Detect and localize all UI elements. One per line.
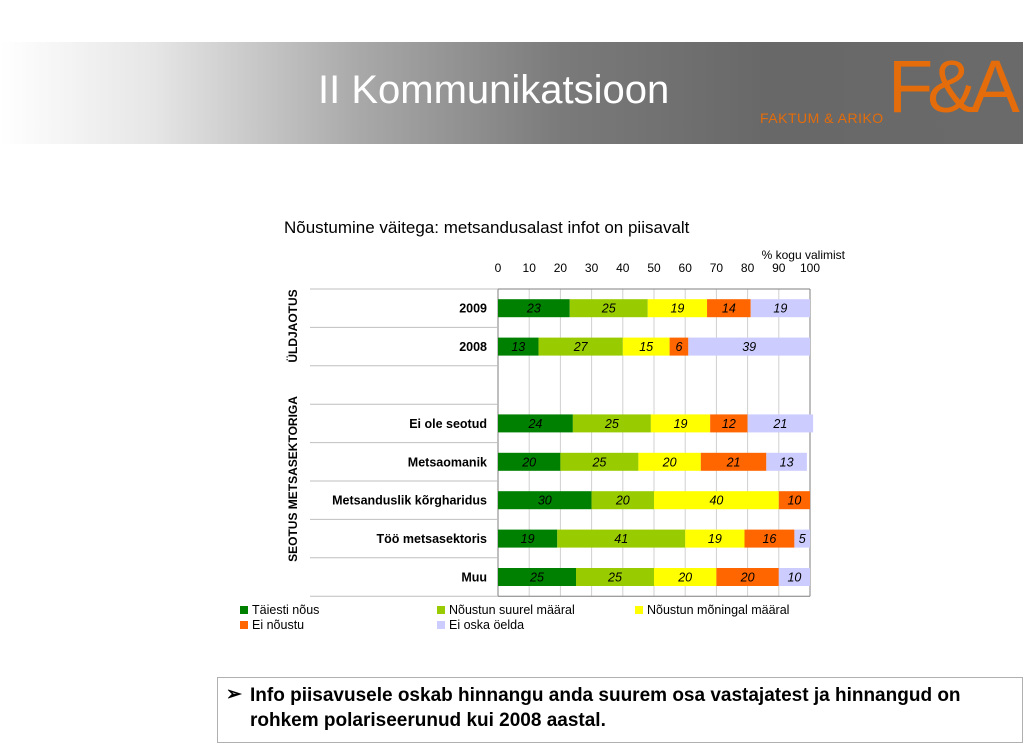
data-label: 13 bbox=[779, 455, 794, 470]
chart-title: Nõustumine väitega: metsandusalast infot on piisavalt bbox=[284, 218, 690, 237]
data-label: 19 bbox=[673, 416, 688, 431]
legend-swatch bbox=[240, 606, 248, 614]
data-label: 10 bbox=[787, 570, 802, 585]
data-label: 20 bbox=[740, 570, 755, 585]
group-label: ÜLDJAOTUS bbox=[286, 289, 300, 363]
data-label: 40 bbox=[709, 493, 724, 508]
legend-label: Nõustun suurel määral bbox=[449, 603, 575, 617]
logo: F&A bbox=[888, 45, 1014, 128]
data-label: 30 bbox=[537, 493, 552, 508]
axis-unit-label: % kogu valimist bbox=[761, 248, 845, 262]
x-tick-label: 40 bbox=[616, 261, 630, 275]
legend-swatch bbox=[437, 621, 445, 629]
category-label: Ei ole seotud bbox=[409, 416, 487, 431]
category-label: Metsaomanik bbox=[407, 455, 487, 470]
data-label: 25 bbox=[604, 416, 619, 431]
data-label: 19 bbox=[773, 301, 788, 316]
data-label: 25 bbox=[530, 570, 544, 585]
data-label: 19 bbox=[520, 532, 535, 547]
summary-text: Info piisavusele oskab hinnangu anda suurem osa vastajatest ja hinnangud on rohkem polariseerunud kui 2008 aastal. bbox=[250, 685, 961, 731]
legend-label: Nõustun mõningal määral bbox=[647, 603, 790, 617]
data-label: 5 bbox=[798, 532, 806, 547]
group-labels bbox=[285, 289, 300, 562]
x-tick-label: 20 bbox=[553, 261, 568, 275]
x-tick-label: 100 bbox=[799, 261, 821, 275]
legend-swatch bbox=[437, 606, 445, 614]
x-tick-label: 60 bbox=[678, 261, 692, 275]
gridlines bbox=[498, 289, 810, 596]
data-label: 25 bbox=[601, 301, 616, 316]
legend-label: Täiesti nõus bbox=[252, 603, 320, 617]
category-label: 2009 bbox=[459, 301, 487, 316]
x-tick-labels bbox=[495, 261, 821, 275]
data-label: 19 bbox=[670, 301, 685, 316]
bullet-arrow-icon: ➢ bbox=[226, 684, 242, 705]
logo-text: FAKTUM & ARIKO bbox=[760, 110, 884, 126]
data-label: 21 bbox=[773, 416, 788, 431]
data-label: 39 bbox=[742, 340, 757, 355]
data-label: 6 bbox=[675, 340, 683, 355]
page-title: II Kommunikatsioon bbox=[318, 68, 670, 112]
group-label: SEOTUS METSASEKTORIGA bbox=[286, 396, 300, 562]
legend bbox=[240, 603, 789, 632]
category-label: Töö metsasektoris bbox=[376, 532, 487, 547]
data-label: 20 bbox=[522, 455, 537, 470]
x-tick-label: 70 bbox=[709, 261, 724, 275]
category-label: Metsanduslik kõrgharidus bbox=[332, 493, 487, 508]
bars bbox=[498, 299, 813, 586]
data-label: 16 bbox=[762, 532, 777, 547]
data-label: 20 bbox=[662, 455, 677, 470]
x-tick-label: 0 bbox=[494, 261, 502, 275]
category-label: Muu bbox=[461, 570, 487, 585]
data-label: 25 bbox=[592, 455, 607, 470]
data-label: 15 bbox=[639, 340, 654, 355]
data-label: 20 bbox=[678, 570, 693, 585]
legend-swatch bbox=[635, 606, 643, 614]
x-tick-label: 80 bbox=[740, 261, 755, 275]
category-label: 2008 bbox=[459, 340, 487, 355]
legend-label: Ei nõustu bbox=[252, 618, 305, 632]
legend-swatch bbox=[240, 621, 248, 629]
data-label: 27 bbox=[573, 340, 588, 355]
data-label: 25 bbox=[608, 570, 622, 585]
x-tick-label: 90 bbox=[772, 261, 786, 275]
x-tick-label: 30 bbox=[584, 261, 599, 275]
data-label: 19 bbox=[707, 532, 722, 547]
data-label: 41 bbox=[614, 532, 629, 547]
data-label: 13 bbox=[511, 340, 526, 355]
data-label: 24 bbox=[528, 416, 543, 431]
data-label: 20 bbox=[615, 493, 630, 508]
data-label: 23 bbox=[526, 301, 541, 316]
summary-box bbox=[217, 677, 1023, 743]
data-label: 12 bbox=[721, 416, 736, 431]
x-tick-label: 10 bbox=[522, 261, 536, 275]
data-label: 10 bbox=[787, 493, 802, 508]
legend-label: Ei oska öelda bbox=[449, 618, 525, 632]
x-tick-label: 50 bbox=[647, 261, 661, 275]
data-label: 14 bbox=[721, 301, 736, 316]
data-label: 21 bbox=[726, 455, 741, 470]
